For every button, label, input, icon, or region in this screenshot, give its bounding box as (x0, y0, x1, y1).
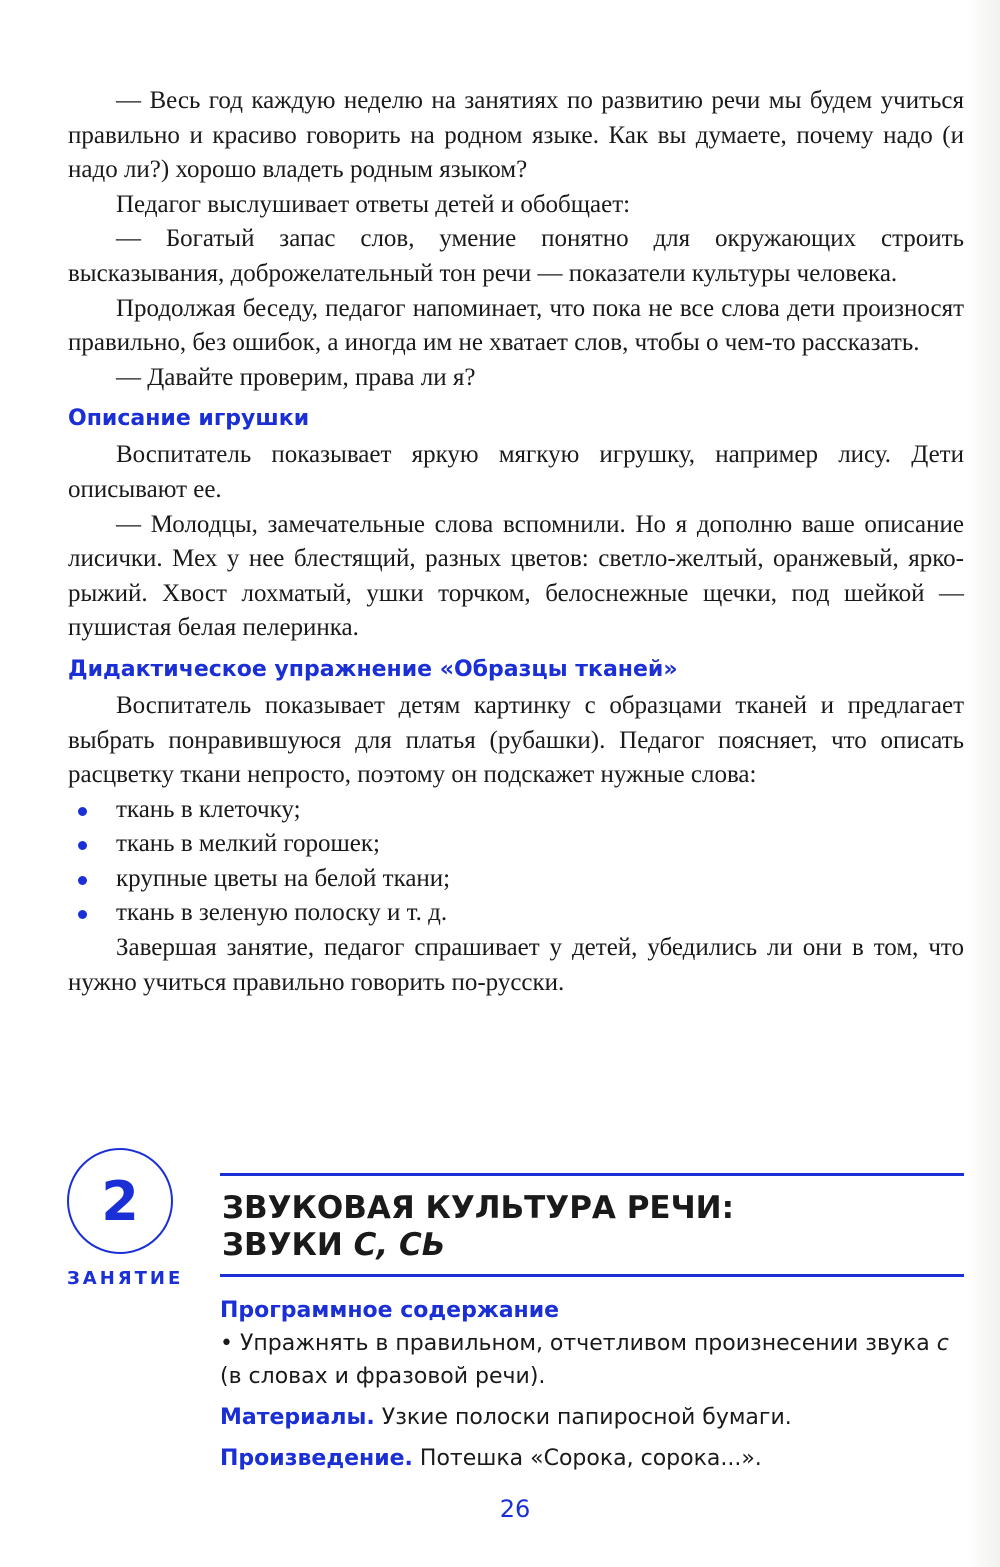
lesson-label: ЗАНЯТИЕ (67, 1268, 184, 1289)
lesson-title-line1: ЗВУКОВАЯ КУЛЬТУРА РЕЧИ: (222, 1190, 734, 1226)
paragraph: — Весь год каждую неделю на занятиях по развитию речи мы будем учиться правильно и красиво говорить на родном языке. Как вы думаете, почему надо (и надо ли?) хорошо владеть родным языком? (68, 87, 964, 184)
program-heading: Программное содержание (220, 1298, 560, 1323)
bottom-rule (220, 1274, 964, 1277)
list-item (68, 896, 964, 931)
work-label: Произведение. (220, 1446, 413, 1471)
paragraph: — Давайте проверим, права ли я? (116, 363, 476, 391)
lesson-body (220, 1294, 964, 1475)
list-item (68, 793, 964, 828)
paragraph: — Молодцы, замечательные слова вспомнили. Но я дополню ваше описание лисички. Мех у нее блестящий, разных цветов: светло-желтый, оранжевый, ярко-рыжий. Хвост лохматый, ушки торчком, белоснежные щечки, под шейкой — пушистая белая пелеринка. (68, 510, 964, 642)
lesson-number: 2 (101, 1169, 139, 1233)
program-text (220, 1327, 964, 1393)
page-edge-shadow (966, 0, 1000, 1567)
main-text-block (68, 84, 964, 1000)
section-heading-toy: Описание игрушки (68, 406, 310, 432)
page-number: 26 (499, 1495, 531, 1523)
materials-text: Узкие полоски папиросной бумаги. (374, 1405, 792, 1430)
paragraph: Воспитатель показывает яркую мягкую игрушку, например лису. Дети описывают ее. (68, 441, 964, 503)
paragraph: Продолжая беседу, педагог напоминает, что пока не все слова дети произносят правильно, без ошибок, а иногда им не хватает слов, чтобы о чем-то рассказать. (68, 294, 964, 357)
program-sound: с (936, 1331, 949, 1356)
section-heading-fabric: Дидактическое упражнение «Образцы тканей» (68, 656, 678, 682)
list-item-text: ткань в мелкий горошек; (116, 830, 380, 858)
bullet-icon (78, 807, 87, 816)
paragraph: Педагог выслушивает ответы детей и обобщает: (116, 190, 631, 218)
bullet-icon (78, 910, 87, 919)
lesson-number-circle (67, 1148, 173, 1254)
top-rule (220, 1173, 964, 1176)
lesson-title-line2 (222, 1227, 734, 1264)
fabric-list (68, 793, 964, 931)
work-text: Потешка «Сорока, сорока...». (412, 1446, 762, 1471)
list-item-text: ткань в клеточку; (116, 795, 301, 823)
materials-line (220, 1401, 964, 1434)
title-prefix: ЗВУКИ (222, 1227, 354, 1263)
bullet-icon (78, 841, 87, 850)
bullet-icon (78, 876, 87, 885)
program-text-part: (в словах и фразовой речи). (220, 1364, 546, 1389)
paragraph: Завершая занятие, педагог спрашивает у детей, убедились ли они в том, что нужно учиться правильно говорить по-русски. (68, 934, 964, 996)
lesson-title (222, 1190, 734, 1264)
work-line (220, 1442, 964, 1475)
paragraph: Воспитатель показывает детям картинку с образцами тканей и предлагает выбрать понравившуюся для платья (рубашки). Педагог поясняет, что описать расцветку ткани непросто, поэтому он подскажет нужные слова: (68, 691, 964, 789)
materials-label: Материалы. (220, 1405, 375, 1430)
title-sounds: С, СЬ (353, 1227, 446, 1263)
list-item (68, 862, 964, 897)
list-item (68, 827, 964, 862)
list-item-text: крупные цветы на белой ткани; (116, 864, 451, 892)
list-item-text: ткань в зеленую полоску и т. д. (116, 899, 448, 927)
program-text-part: • Упражнять в правильном, отчетливом произнесении звука (220, 1331, 937, 1356)
paragraph: — Богатый запас слов, умение понятно для окружающих строить высказывания, доброжелательный тон речи — показатели культуры человека. (68, 225, 964, 287)
